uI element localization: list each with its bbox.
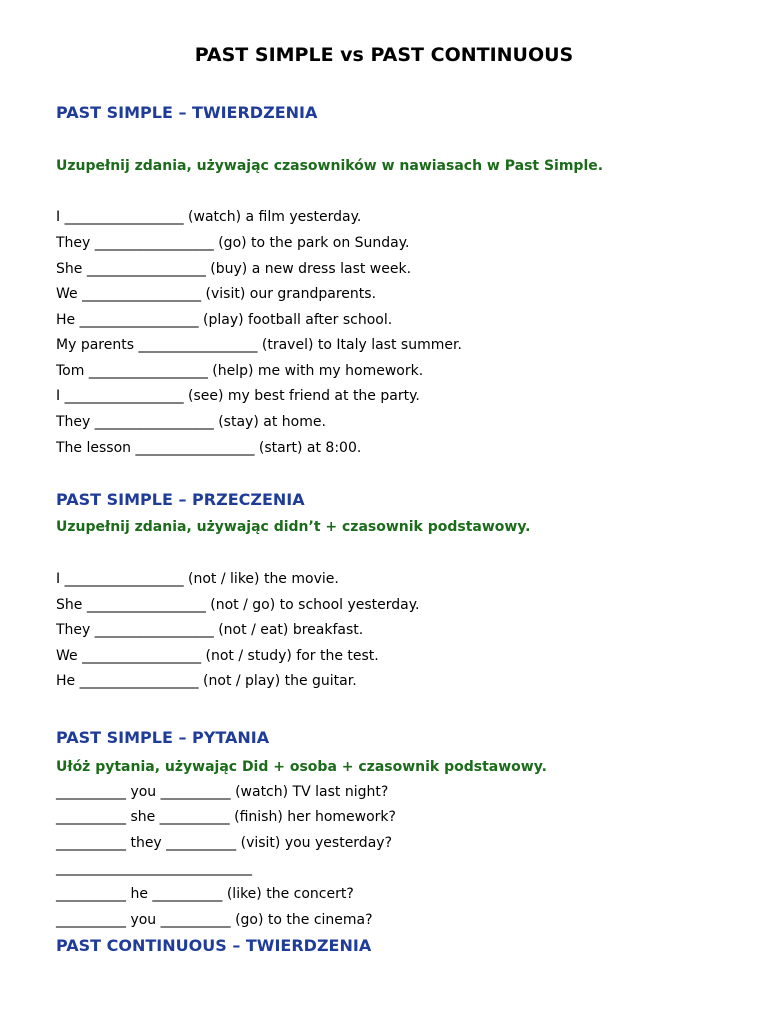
exercise-line: He _________________ (play) football after school.: [56, 312, 393, 328]
page-title: PAST SIMPLE vs PAST CONTINUOUS: [194, 44, 574, 66]
exercise-line: I _________________ (not / like) the movie.: [56, 571, 339, 587]
exercise-line: __________ you __________ (watch) TV last night?: [56, 784, 389, 800]
section-instruction-past-simple-negative: Uzupełnij zdania, używając didn’t + czasownik podstawowy.: [56, 519, 531, 535]
exercise-line: Tom _________________ (help) me with my homework.: [56, 363, 424, 379]
exercise-line: She _________________ (not / go) to school yesterday.: [56, 597, 420, 613]
section-heading-past-simple-negative: PAST SIMPLE – PRZECZENIA: [56, 490, 305, 509]
section-heading-past-simple-questions: PAST SIMPLE – PYTANIA: [56, 728, 270, 747]
exercise-line: My parents _________________ (travel) to Italy last summer.: [56, 337, 462, 353]
exercise-line: __________ he __________ (like) the concert?: [56, 886, 354, 902]
exercise-line: He _________________ (not / play) the guitar.: [56, 673, 357, 689]
exercise-line: She _________________ (buy) a new dress last week.: [56, 261, 412, 277]
exercise-line: We _________________ (visit) our grandparents.: [56, 286, 377, 302]
exercise-line: __________ she __________ (finish) her homework?: [56, 809, 396, 825]
section-heading-past-continuous-affirmative: PAST CONTINUOUS – TWIERDZENIA: [56, 936, 372, 955]
section-heading-past-simple-affirmative: PAST SIMPLE – TWIERDZENIA: [56, 103, 318, 122]
exercise-line: __________ you __________ (go) to the cinema?: [56, 912, 373, 928]
section-instruction-past-simple-questions: Ułóż pytania, używając Did + osoba + czasownik podstawowy.: [56, 759, 547, 775]
exercise-line: __________ they __________ (visit) you yesterday?: [56, 835, 392, 851]
exercise-line: We _________________ (not / study) for the test.: [56, 648, 379, 664]
exercise-line: ____________________________: [56, 860, 252, 876]
exercise-line: I _________________ (watch) a film yesterday.: [56, 209, 362, 225]
exercise-line: I _________________ (see) my best friend at the party.: [56, 388, 420, 404]
section-instruction-past-simple-affirmative: Uzupełnij zdania, używając czasowników w nawiasach w Past Simple.: [56, 158, 604, 174]
exercise-line: The lesson _________________ (start) at 8:00.: [56, 440, 362, 456]
exercise-line: They _________________ (go) to the park on Sunday.: [56, 235, 410, 251]
exercise-line: They _________________ (not / eat) breakfast.: [56, 622, 364, 638]
exercise-line: They _________________ (stay) at home.: [56, 414, 326, 430]
